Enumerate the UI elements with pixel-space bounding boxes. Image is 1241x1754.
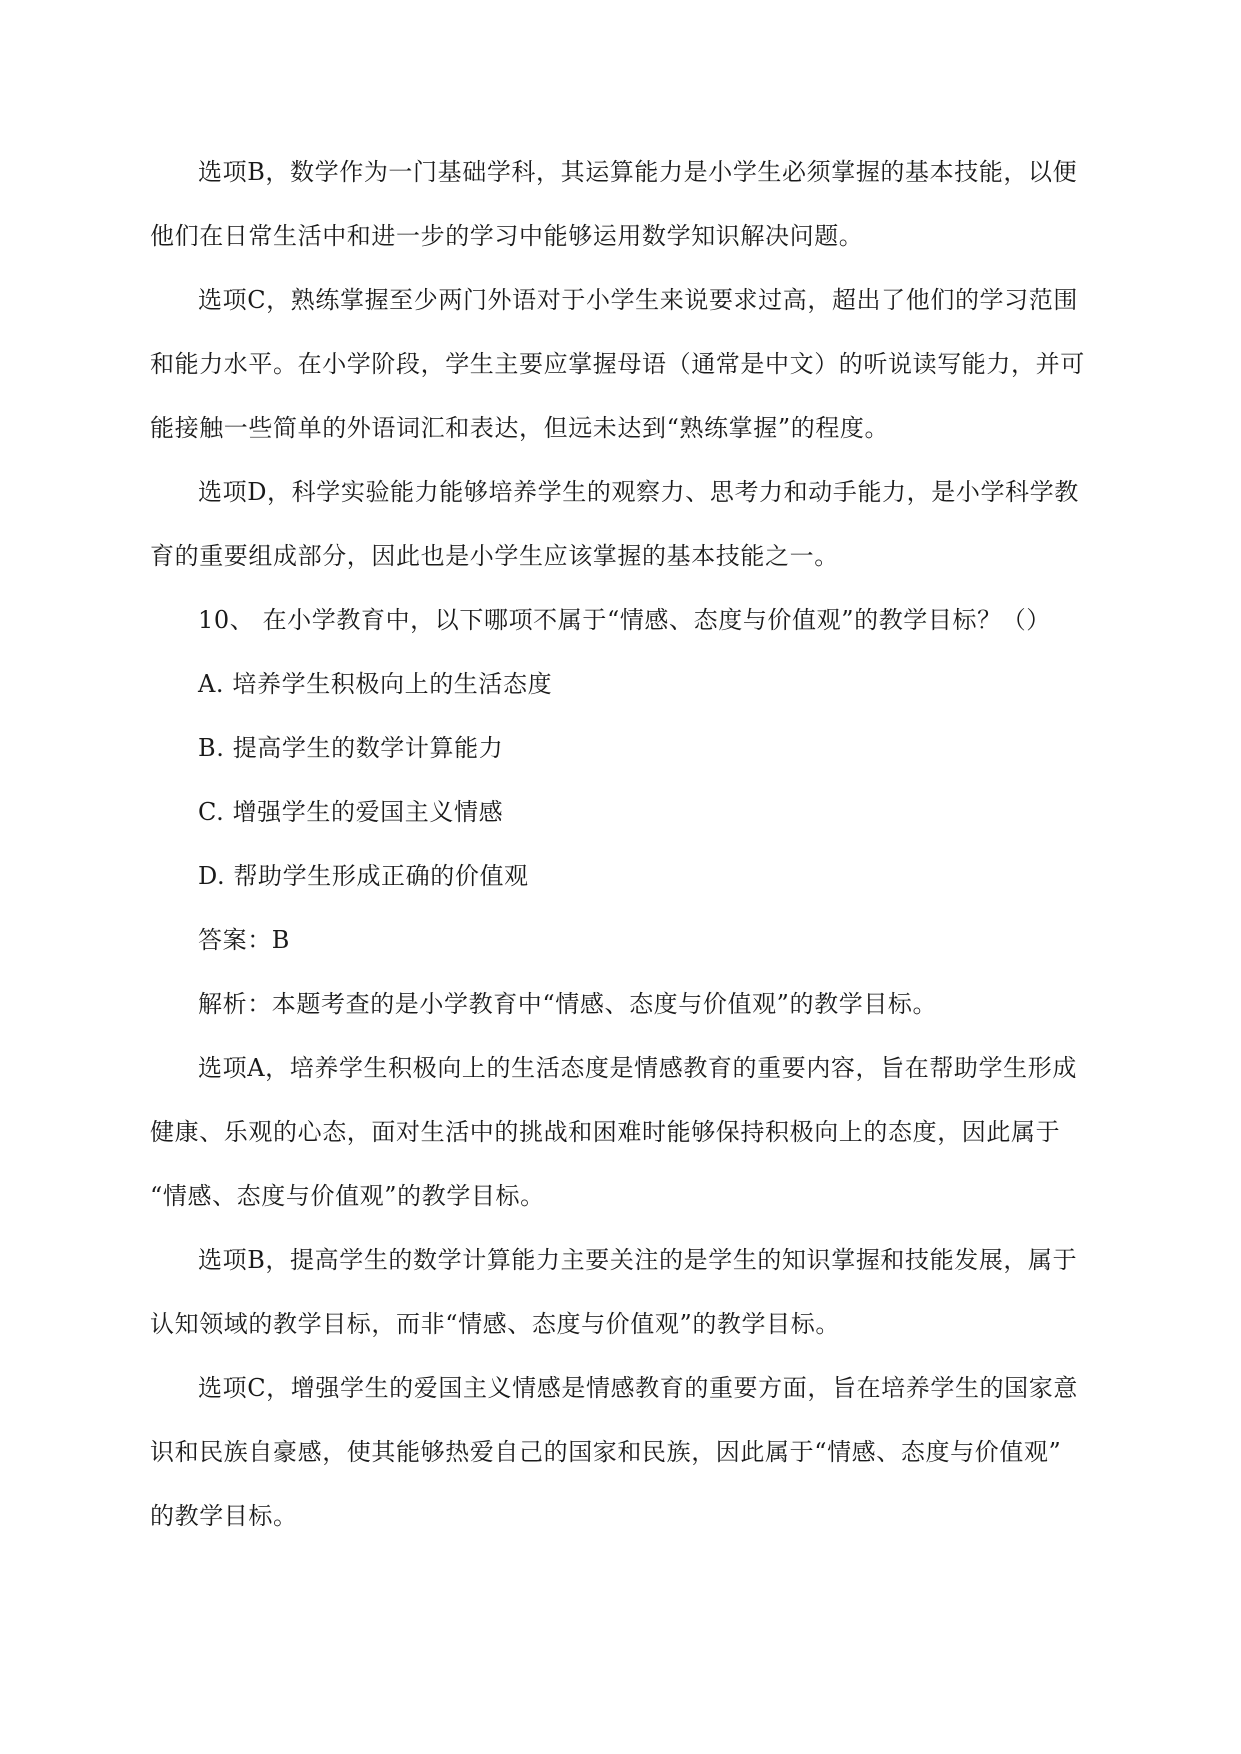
text-line: 选项B，提高学生的数学计算能力主要关注的是学生的知识掌握和技能发展，属于 — [198, 1246, 1078, 1274]
option-d: D. 帮助学生形成正确的价值观 — [198, 862, 529, 890]
text-line: 选项D，科学实验能力能够培养学生的观察力、思考力和动手能力，是小学科学教 — [198, 478, 1079, 506]
option-b: B. 提高学生的数学计算能力 — [198, 734, 504, 762]
paragraph-option-b-math — [150, 140, 1090, 268]
answer-line: 答案：B — [198, 926, 291, 954]
paragraph-option-c-language — [150, 268, 1090, 460]
text-line: 他们在日常生活中和进一步的学习中能够运用数学知识解决问题。 — [150, 222, 864, 250]
explanation-option-a — [150, 1036, 1090, 1228]
text-line: 能接触一些简单的外语词汇和表达，但远未达到“熟练掌握”的程度。 — [150, 414, 890, 442]
explanation-option-c — [150, 1356, 1090, 1548]
question-stem: 10、 在小学教育中，以下哪项不属于“情感、态度与价值观”的教学目标？（） — [198, 606, 1051, 634]
document-body — [150, 140, 1090, 1548]
text-line: “情感、态度与价值观”的教学目标。 — [150, 1182, 545, 1210]
text-line: 选项C，熟练掌握至少两门外语对于小学生来说要求过高，超出了他们的学习范围 — [198, 286, 1078, 314]
text-line: 认知领域的教学目标，而非“情感、态度与价值观”的教学目标。 — [150, 1310, 840, 1338]
text-line: 选项B，数学作为一门基础学科，其运算能力是小学生必须掌握的基本技能，以便 — [198, 158, 1078, 186]
analysis-line: 解析：本题考查的是小学教育中“情感、态度与价值观”的教学目标。 — [198, 990, 938, 1018]
option-a: A. 培养学生积极向上的生活态度 — [198, 670, 553, 698]
text-line: 识和民族自豪感，使其能够热爱自己的国家和民族，因此属于“情感、态度与价值观” — [150, 1438, 1062, 1466]
text-line: 选项C，增强学生的爱国主义情感是情感教育的重要方面，旨在培养学生的国家意 — [198, 1374, 1078, 1402]
text-line: 健康、乐观的心态，面对生活中的挑战和困难时能够保持积极向上的态度，因此属于 — [150, 1118, 1061, 1146]
text-line: 的教学目标。 — [150, 1502, 298, 1530]
paragraph-option-d-science — [150, 460, 1090, 588]
explanation-option-b — [150, 1228, 1090, 1356]
text-line: 育的重要组成部分，因此也是小学生应该掌握的基本技能之一。 — [150, 542, 839, 570]
text-line: 和能力水平。在小学阶段，学生主要应掌握母语（通常是中文）的听说读写能力，并可 — [150, 350, 1085, 378]
text-line: 选项A，培养学生积极向上的生活态度是情感教育的重要内容，旨在帮助学生形成 — [198, 1054, 1077, 1082]
option-c: C. 增强学生的爱国主义情感 — [198, 798, 504, 826]
